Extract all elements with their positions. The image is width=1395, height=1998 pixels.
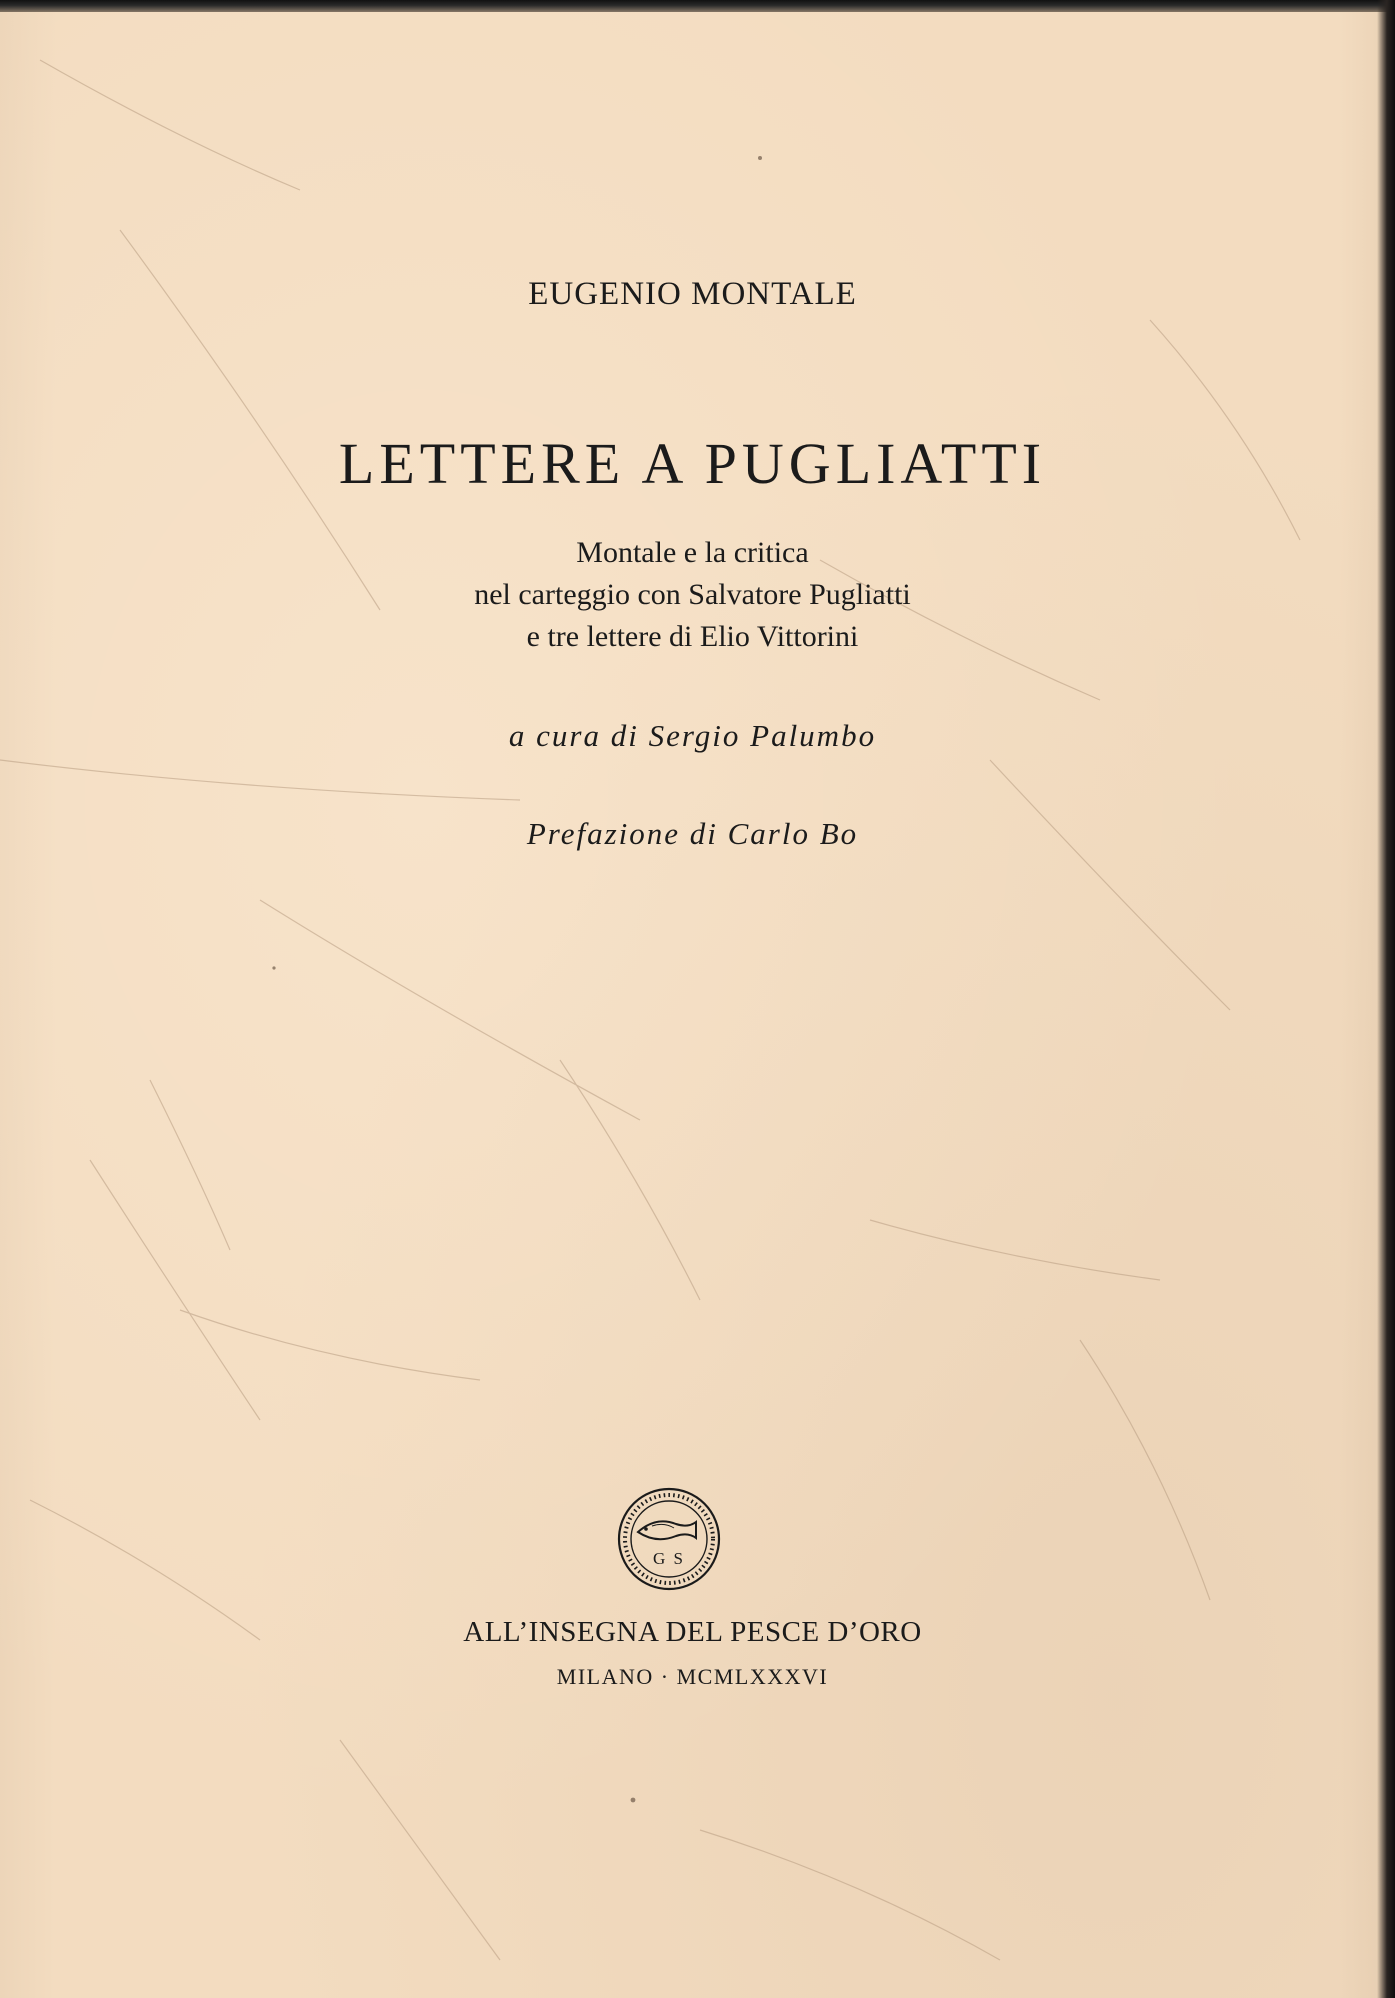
curator-credit: a cura di Sergio Palumbo — [508, 718, 877, 753]
svg-text:G S: G S — [653, 1549, 685, 1568]
page-top-edge — [0, 0, 1395, 12]
author-name: EUGENIO MONTALE — [528, 276, 857, 312]
subtitle-line: Montale e la critica — [576, 536, 809, 569]
imprint-line: MILANO · MCMLXXXVI — [556, 1664, 829, 1689]
subtitle-line: e tre lettere di Elio Vittorini — [526, 620, 859, 653]
preface-credit: Prefazione di Carlo Bo — [526, 816, 859, 851]
subtitle-line: nel carteggio con Salvatore Pugliatti — [474, 578, 911, 611]
publisher-name: ALL’INSEGNA DEL PESCE D’ORO — [463, 1616, 922, 1648]
book-title: LETTERE A PUGLIATTI — [338, 431, 1047, 496]
fish-emblem-icon — [616, 1486, 722, 1592]
